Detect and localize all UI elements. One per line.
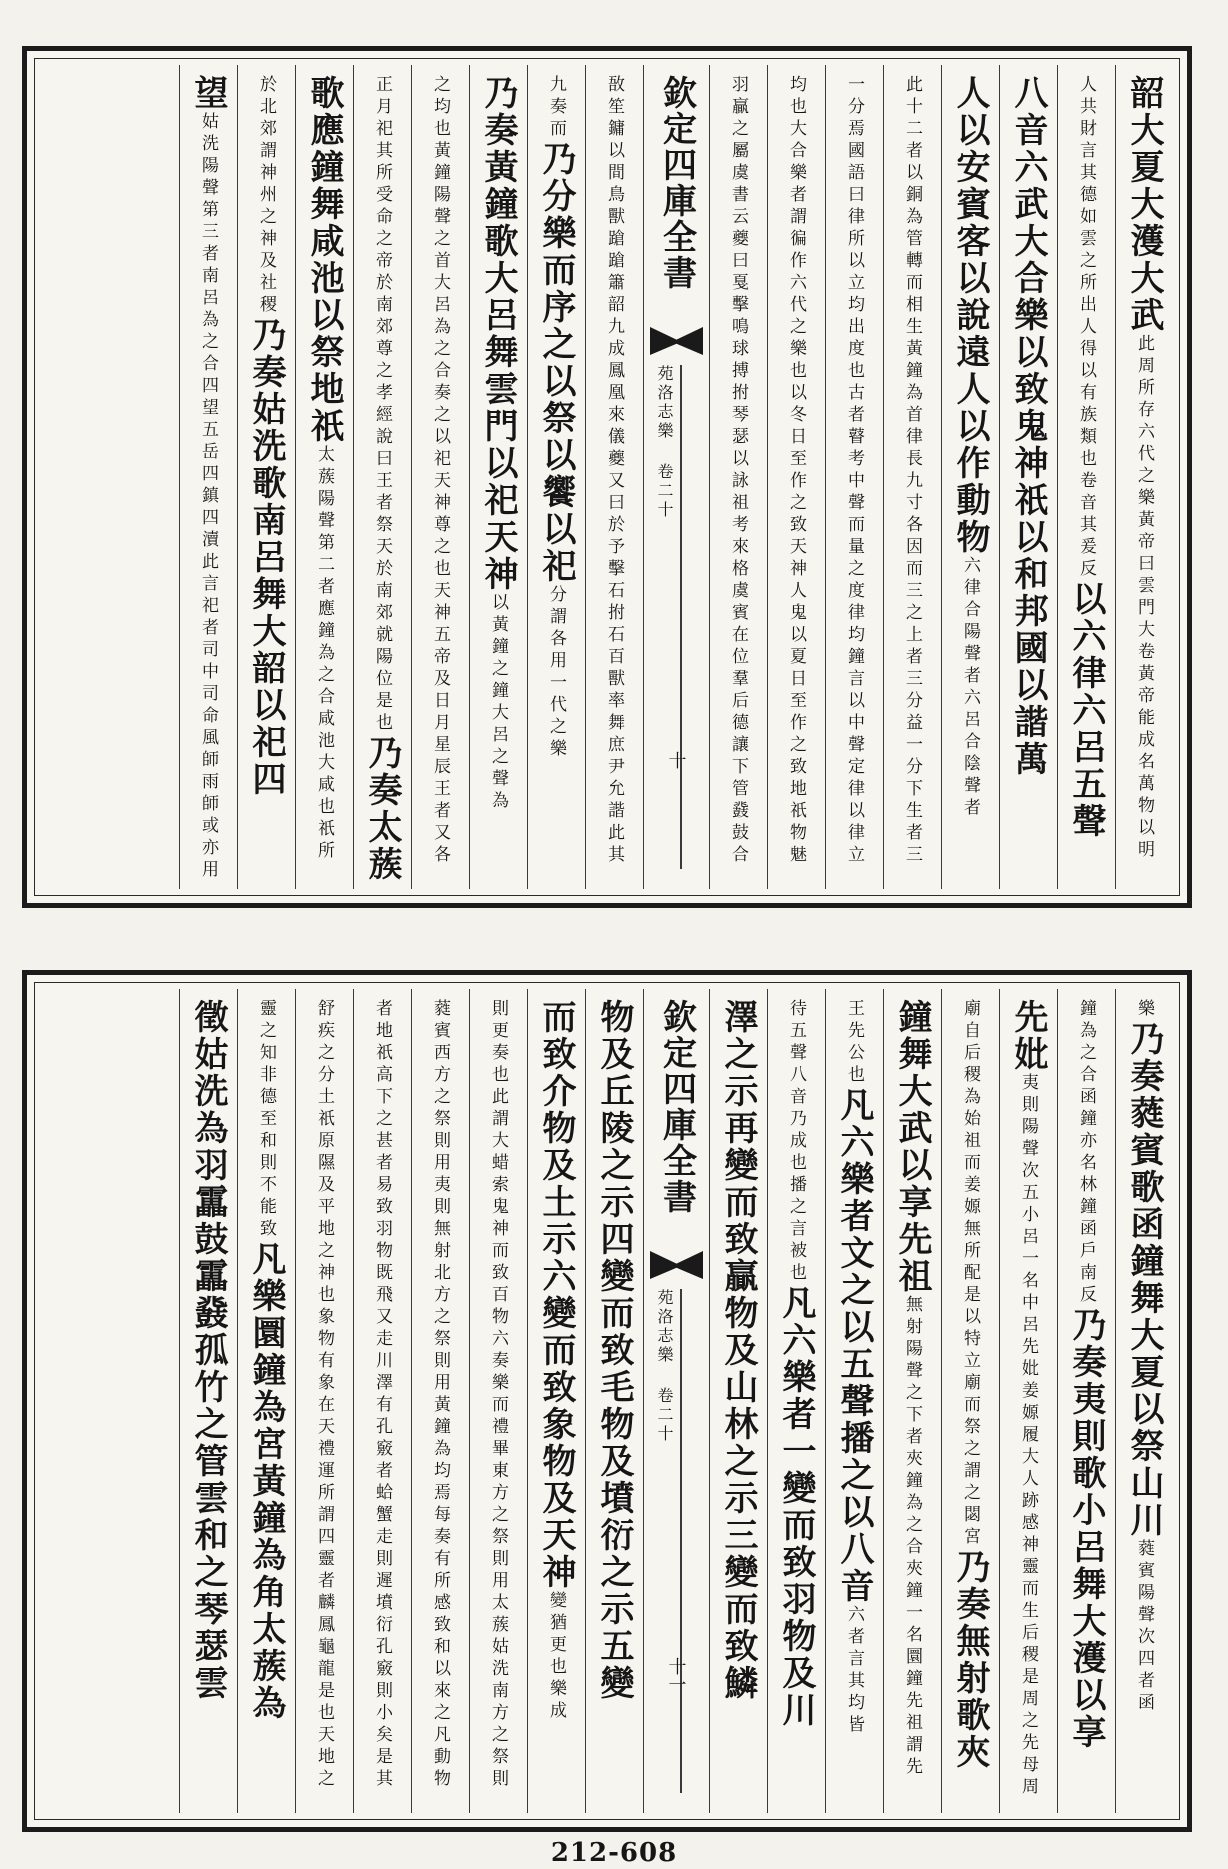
lower-column bbox=[883, 989, 941, 1813]
lower-column bbox=[353, 989, 411, 1813]
lower-column bbox=[709, 989, 767, 1813]
main-text: 澤之示再變而致贏物及山林之示三變而致鱗 bbox=[718, 999, 758, 1702]
collection-title: 欽定四庫全書 bbox=[656, 999, 697, 1215]
lower-column bbox=[1115, 989, 1173, 1813]
upper-column bbox=[883, 65, 941, 889]
upper-column bbox=[999, 65, 1057, 889]
main-text: 鐘舞大武以享先祖 bbox=[892, 999, 932, 1295]
main-text: 乃奏黃鐘歌大呂舞雲門以祀天神 bbox=[478, 75, 518, 593]
commentary-text: 六律合陽聲者六呂合陰聲者 bbox=[960, 556, 980, 820]
main-text: 乃奏夷則歌小呂舞大濩以享 bbox=[1066, 1307, 1106, 1751]
upper-column bbox=[1115, 65, 1173, 889]
lower-column bbox=[585, 989, 643, 1813]
commentary-text: 舒疾之分土祇原隰及平地之神也象物有象在天禮運所謂四靈者麟鳳龜龍是也天地之 bbox=[314, 999, 334, 1791]
lower-column bbox=[767, 989, 825, 1813]
commentary-text: 蕤賓西方之祭則用夷則無射北方之祭則用黃鐘為均焉每奏有所感致和以來之凡動物 bbox=[430, 999, 450, 1791]
upper-column bbox=[237, 65, 295, 889]
folio-number: 十 bbox=[665, 751, 687, 769]
main-text: 八音六武大合樂以致鬼神祇以和邦國以諧萬 bbox=[1008, 75, 1048, 778]
commentary-text: 無射陽聲之下者夾鐘為之合夾鐘一名圜鐘先祖謂先 bbox=[902, 1295, 922, 1779]
upper-column bbox=[411, 65, 469, 889]
upper-column bbox=[585, 65, 643, 889]
commentary-text: 羽贏之屬虞書云夔曰戛擊鳴球搏拊琴瑟以詠祖考來格虞賓在位羣后德讓下管鼗鼓合 bbox=[728, 75, 748, 867]
commentary-text: 之均也黃鐘陽聲之首大呂為之合奏之以祀天神尊之也天神五帝及日月星辰王者又各 bbox=[430, 75, 450, 867]
commentary-text: 敔笙鏞以間鳥獸蹌蹌簫韶九成鳳凰來儀夔又曰於予擊石拊石百獸率舞庶尹允諧此其 bbox=[604, 75, 624, 867]
fishtail-mark-icon bbox=[650, 1251, 703, 1279]
commentary-text: 以黃鐘之鐘大呂之聲為 bbox=[488, 593, 508, 813]
commentary-text: 則更奏也此謂大蜡索鬼神而致百物六奏樂而禮畢東方之祭則用太蔟姑洗南方之祭則 bbox=[488, 999, 508, 1791]
upper-column bbox=[825, 65, 883, 889]
upper-column bbox=[353, 65, 411, 889]
page-number: 212-608 bbox=[550, 1838, 678, 1868]
main-text: 乃分樂而序之以祭以饗以祀 bbox=[536, 141, 576, 585]
upper-column bbox=[709, 65, 767, 889]
commentary-text: 六者言其均皆 bbox=[844, 1605, 864, 1737]
upper-column bbox=[179, 65, 237, 889]
main-text: 物及丘陵之示四變而致毛物及墳衍之示五變 bbox=[594, 999, 634, 1702]
upper-column bbox=[767, 65, 825, 889]
main-text: 人以安賓客以說遠人以作動物 bbox=[950, 75, 990, 556]
fold-rule bbox=[680, 365, 682, 869]
volume-label: 苑洛志樂 卷二十 bbox=[655, 1289, 674, 1444]
commentary-text: 太蔟陽聲第二者應鐘為之合咸池大咸也祇所 bbox=[314, 445, 334, 863]
main-text: 凡樂圜鐘為宮黃鐘為角太蔟為 bbox=[246, 1241, 286, 1722]
commentary-text: 此十二者以銅為管轉而相生黃鐘為首律長九寸各因而三之上者三分益一分下生者三 bbox=[902, 75, 922, 867]
folio-number: 十一 bbox=[665, 1657, 687, 1693]
upper-column bbox=[1057, 65, 1115, 889]
main-text: 乃奏太蔟 bbox=[362, 735, 402, 883]
commentary-text: 分謂各用一代之樂 bbox=[546, 585, 566, 761]
lower-column bbox=[1057, 989, 1115, 1813]
lower-column bbox=[941, 989, 999, 1813]
upper-column bbox=[941, 65, 999, 889]
collection-title: 欽定四庫全書 bbox=[656, 75, 697, 291]
commentary-text: 蕤賓陽聲次四者函 bbox=[1134, 1539, 1154, 1715]
commentary-text: 九奏而 bbox=[546, 75, 566, 141]
lower-column bbox=[469, 989, 527, 1813]
lower-text-columns bbox=[41, 989, 1173, 1813]
upper-fold-banner bbox=[643, 65, 709, 889]
commentary-text: 廟自后稷為始祖而姜嫄無所配是以特立廟而祭之謂之閟宮 bbox=[960, 999, 980, 1549]
upper-column bbox=[469, 65, 527, 889]
upper-leaf bbox=[22, 46, 1192, 908]
main-text: 以六律六呂五聲 bbox=[1066, 581, 1106, 840]
main-text: 徵姑洗為羽靁鼓靁鼗孤竹之管雲和之琴瑟雲 bbox=[188, 999, 228, 1702]
commentary-text: 此周所存六代之樂黃帝曰雲門大卷黃帝能成名萬物以明 bbox=[1134, 334, 1154, 862]
upper-column bbox=[295, 65, 353, 889]
main-text: 而致介物及土示六變而致象物及天神 bbox=[536, 999, 576, 1591]
main-text: 凡六樂者一變而致羽物及川 bbox=[776, 1285, 816, 1729]
main-text: 乃奏蕤賓歌函鐘舞大夏以祭山川 bbox=[1124, 1021, 1164, 1539]
main-text: 乃奏姑洗歌南呂舞大韶以祀四 bbox=[246, 317, 286, 798]
lower-column bbox=[295, 989, 353, 1813]
commentary-text: 王先公也 bbox=[844, 999, 864, 1087]
lower-column bbox=[179, 989, 237, 1813]
lower-column bbox=[411, 989, 469, 1813]
commentary-text: 一分焉國語曰律所以立均出度也古者瞽考中聲而量之度律均鐘言以中聲定律以律立 bbox=[844, 75, 864, 867]
lower-column bbox=[999, 989, 1057, 1813]
main-text: 乃奏無射歌夾 bbox=[950, 1549, 990, 1771]
fishtail-mark-icon bbox=[650, 327, 703, 355]
commentary-text: 樂 bbox=[1134, 999, 1154, 1021]
commentary-text: 均也大合樂者謂徧作六代之樂也以冬日至作之致天神人鬼以夏日至作之致地祇物魅 bbox=[786, 75, 806, 867]
main-text: 先妣 bbox=[1008, 999, 1048, 1073]
commentary-text: 正月祀其所受命之帝於南郊尊之孝經說曰王者祭天於南郊就陽位是也 bbox=[372, 75, 392, 735]
commentary-text: 人共財言其德如雲之所出人得以有族類也卷音其爰反 bbox=[1076, 75, 1096, 581]
commentary-text: 姑洗陽聲第三者南呂為之合四望五岳四鎮四瀆此言祀者司中司命風師雨師或亦用 bbox=[198, 112, 218, 882]
commentary-text: 鐘為之合函鐘亦名林鐘函戶南反 bbox=[1076, 999, 1096, 1307]
main-text: 韶大夏大濩大武 bbox=[1124, 75, 1164, 334]
lower-fold-banner bbox=[643, 989, 709, 1813]
commentary-text: 於北郊謂神州之神及社稷 bbox=[256, 75, 276, 317]
main-text: 歌應鐘舞咸池以祭地祇 bbox=[304, 75, 344, 445]
commentary-text: 夷則陽聲次五小呂一名中呂先妣姜嫄履大人跡感神靈而生后稷是周之先母周 bbox=[1018, 1073, 1038, 1799]
lower-leaf bbox=[22, 970, 1192, 1832]
upper-column bbox=[527, 65, 585, 889]
commentary-text: 待五聲八音乃成也播之言被也 bbox=[786, 999, 806, 1285]
commentary-text: 靈之知非德至和則不能致 bbox=[256, 999, 276, 1241]
commentary-text: 者地祇高下之甚者易致羽物既飛又走川澤有孔竅者蛤蟹走則遲墳衍孔竅則小矣是其 bbox=[372, 999, 392, 1791]
lower-column bbox=[825, 989, 883, 1813]
fold-rule bbox=[680, 1289, 682, 1793]
main-text: 凡六樂者文之以五聲播之以八音 bbox=[834, 1087, 874, 1605]
commentary-text: 變猶更也樂成 bbox=[546, 1591, 566, 1723]
lower-column bbox=[527, 989, 585, 1813]
upper-text-columns bbox=[41, 65, 1173, 889]
lower-column bbox=[237, 989, 295, 1813]
volume-label: 苑洛志樂 卷二十 bbox=[655, 365, 674, 520]
main-text: 望 bbox=[188, 75, 228, 112]
